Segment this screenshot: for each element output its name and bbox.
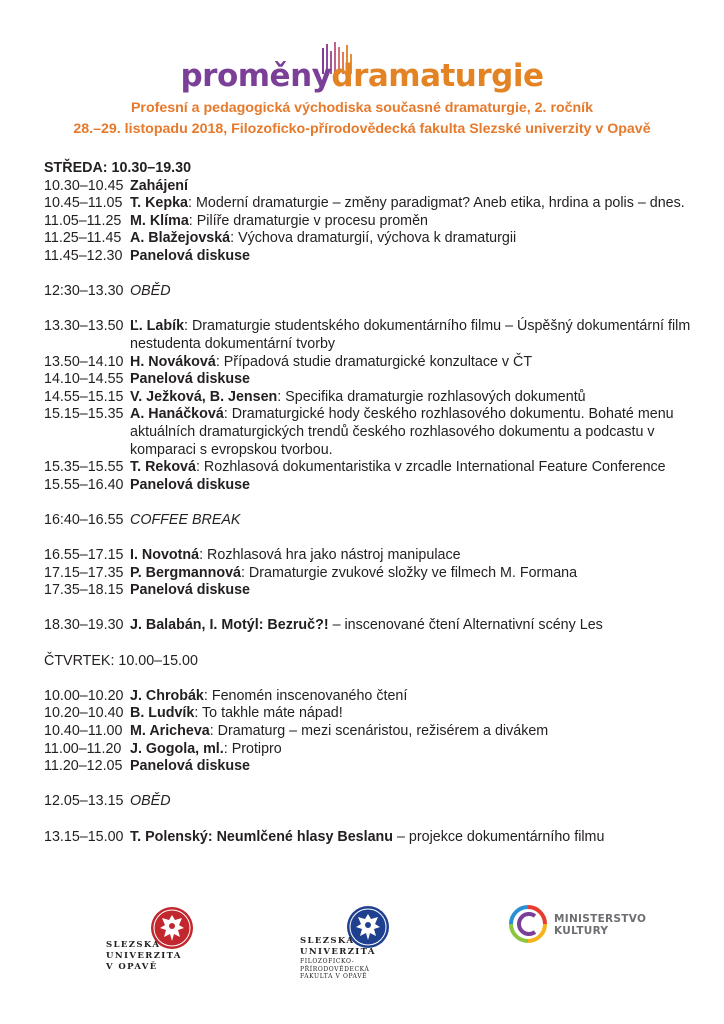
program-row: [44, 178, 694, 196]
logo-part2: dramaturgie: [331, 58, 544, 94]
row-time: 17.35–18.15: [44, 582, 124, 599]
row-time: 14.55–15.15: [44, 388, 124, 405]
row-text: : Dramaturgie studentského dokumentárního filmu – Úspěšný dokumentární film nestudenta dokumentární tvorby: [130, 318, 691, 352]
program-row: [44, 195, 694, 213]
program-row: [44, 705, 694, 723]
row-title: J. Chrobák: [130, 687, 204, 704]
row-time: 11.45–12.30: [44, 247, 123, 264]
row-time: 13.50–14.10: [44, 353, 124, 370]
row-title: Panelová diskuse: [130, 371, 250, 388]
program-row: [44, 723, 694, 741]
program-row: [44, 389, 694, 407]
program-row: [44, 406, 694, 459]
row-text: : Pilíře dramaturgie v procesu proměn: [188, 212, 428, 229]
row-title: M. Klíma: [130, 212, 189, 229]
program-row: [44, 582, 694, 600]
row-time: 17.15–17.35: [44, 564, 124, 581]
row-time: 18.30–19.30: [44, 617, 124, 634]
row-time: 15.35–15.55: [44, 459, 124, 476]
ministry-line1: MINISTERSTVO: [554, 913, 647, 925]
logo-part1: proměny: [180, 58, 332, 94]
row-title: I. Novotná: [130, 547, 200, 564]
row-title: B. Ludvík: [130, 705, 195, 722]
row-label: OBĚD: [130, 793, 171, 810]
row-text: : To takhle máte nápad!: [194, 705, 343, 722]
subtitle-line-1: Profesní a pedagogická východiska současné dramaturgie, 2. ročník: [130, 100, 594, 116]
row-title: H. Nováková: [130, 353, 216, 370]
row-time: 14.10–14.55: [44, 371, 124, 388]
row-title: Panelová diskuse: [130, 758, 250, 775]
subtitle-line-2: 28.–29. listopadu 2018, Filozoficko-přírodovědecká fakulta Slezské univerzity v Opavě: [73, 121, 651, 137]
row-time: 10.45–11.05: [44, 195, 123, 212]
row-time: 11.00–11.20: [44, 740, 122, 757]
row-title: Ľ. Labík: [130, 318, 185, 335]
row-title: T. Kepka: [130, 195, 189, 212]
program-row: [44, 230, 694, 248]
row-time: 11.05–11.25: [44, 212, 122, 229]
day2-header: ČTVRTEK: 10.00–15.00: [44, 652, 198, 669]
evening-row: [44, 617, 694, 635]
program-row: [44, 371, 694, 389]
row-text: – projekce dokumentárního filmu: [393, 828, 605, 845]
program-row: [44, 354, 694, 372]
program-row: [44, 741, 694, 759]
row-text: : Případová studie dramaturgické konzultace v ČT: [215, 353, 533, 370]
uni1-line3: V OPAVĚ: [106, 962, 158, 972]
uni2-line2: UNIVERZITA: [300, 947, 376, 957]
program-row: [44, 758, 694, 776]
row-time: 12.05–13.15: [44, 793, 124, 810]
row-time: 12:30–13.30: [44, 283, 124, 300]
uni2-line1: SLEZSKÁ: [300, 936, 355, 946]
uni1-line1: SLEZSKÁ: [106, 940, 161, 950]
row-text: : Fenomén inscenovaného čtení: [203, 687, 408, 704]
row-text: : Rozhlasová dokumentaristika v zrcadle International Feature Conference: [195, 459, 666, 476]
uni1-line2: UNIVERZITA: [106, 951, 182, 961]
row-time: 16:40–16.55: [44, 511, 124, 528]
row-time: 13.30–13.50: [44, 318, 124, 335]
event-logo: [0, 38, 724, 98]
program-row: [44, 688, 694, 706]
row-text: : Specifika dramaturgie rozhlasových dokumentů: [277, 388, 586, 405]
row-title: M. Aricheva: [130, 723, 210, 739]
row-title: T. Polenský: Neumlčené hlasy Beslanu: [130, 828, 394, 845]
row-title: Panelová diskuse: [130, 582, 250, 599]
row-time: 10.40–11.00: [44, 723, 123, 739]
row-time: 15.15–15.35: [44, 406, 124, 423]
row-time: 15.55–16.40: [44, 476, 124, 493]
row-time: 16.55–17.15: [44, 547, 124, 564]
program-row: [44, 318, 694, 353]
program-row: [44, 565, 694, 583]
final-row: [44, 829, 694, 847]
row-text: – inscenované čtení Alternativní scény Les: [328, 617, 603, 634]
row-time: 10.20–10.40: [44, 705, 124, 722]
row-title: J. Gogola, ml.: [130, 740, 224, 757]
row-label: OBĚD: [130, 283, 171, 300]
row-time: 11.20–12.05: [44, 758, 123, 775]
ministry-ring-icon: [508, 904, 548, 944]
row-time: 13.15–15.00: [44, 828, 124, 845]
uni2-line3: FILOZOFICKO-: [300, 958, 355, 965]
program: [44, 160, 694, 846]
row-title: P. Bergmannová: [130, 564, 241, 581]
row-text: : Moderní dramaturgie – změny paradigmat? Aneb etika, hrdina a polis – dnes.: [188, 195, 685, 212]
row-time: 11.25–11.45: [44, 230, 122, 247]
row-label: COFFEE BREAK: [130, 511, 241, 528]
row-title: T. Reková: [130, 459, 196, 476]
day1-header: STŘEDA: 10.30–19.30: [44, 160, 192, 176]
uni2-line5: FAKULTA V OPAVĚ: [300, 973, 368, 980]
program-row: [44, 477, 694, 495]
program-row: [44, 248, 694, 266]
header: [0, 38, 724, 140]
row-time: 10.00–10.20: [44, 687, 124, 704]
row-text: : Rozhlasová hra jako nástroj manipulace: [199, 547, 461, 564]
row-text: : Výchova dramaturgií, výchova k dramaturgii: [230, 230, 517, 247]
row-title: A. Hanáčková: [130, 406, 224, 423]
ministry-line2: KULTURY: [554, 925, 609, 937]
row-title: Zahájení: [130, 177, 188, 194]
row-text: : Dramaturgie zvukové složky ve filmech M. Formana: [240, 564, 578, 581]
logo-wordmark: [0, 56, 724, 96]
lunch-row: [44, 793, 694, 811]
program-row: [44, 547, 694, 565]
row-title: A. Blažejovská: [130, 230, 231, 247]
program-row: [44, 459, 694, 477]
program-row: [44, 213, 694, 231]
row-text: : Protipro: [223, 740, 282, 757]
row-title: Panelová diskuse: [130, 476, 250, 493]
coffee-break-row: [44, 512, 694, 530]
row-title: Panelová diskuse: [130, 247, 250, 264]
row-text: : Dramaturgické hody českého rozhlasového dokumentu. Bohaté menu aktuálních dramaturgických trendů českého rozhlasového dokumentu a podcastu v komparaci s evropskou tvorbou.: [130, 406, 674, 458]
row-time: 10.30–10.45: [44, 177, 124, 194]
partner-logos: [0, 900, 724, 1010]
uni2-line4: PŘÍRODOVĚDECKÁ: [300, 965, 370, 973]
row-text: : Dramaturg – mezi scenáristou, režisérem a divákem: [209, 723, 549, 739]
row-title: J. Balabán, I. Motýl: Bezruč?!: [130, 617, 329, 634]
lunch-row: [44, 283, 694, 301]
row-title: V. Ježková, B. Jensen: [130, 388, 278, 405]
